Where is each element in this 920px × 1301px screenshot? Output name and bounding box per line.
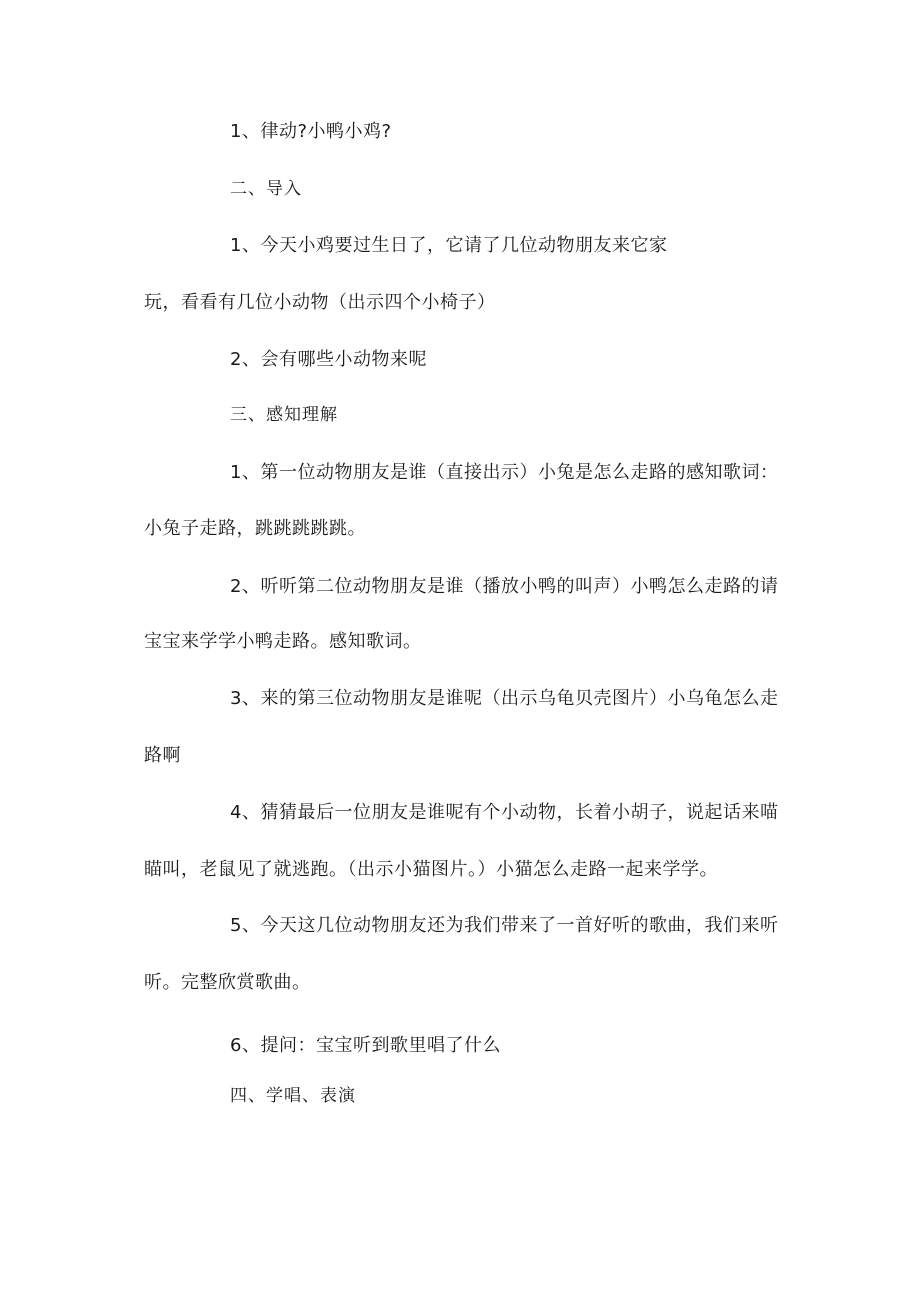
perception-item-3-continuation: 路啊 <box>144 745 181 766</box>
perception-item-5-continuation: 听。完整欣赏歌曲。 <box>144 972 311 993</box>
section-heading-perception: 三、感知理解 <box>230 405 338 425</box>
perception-item-1-continuation: 小兔子走路，跳跳跳跳跳。 <box>144 518 366 539</box>
intro-item-1-continuation: 玩，看看有几位小动物（出示四个小椅子） <box>144 292 496 313</box>
perception-item-5-line: 5、今天这几位动物朋友还为我们带来了一首好听的歌曲，我们来听 <box>230 915 779 936</box>
perception-item-4-line: 4、猜猜最后一位朋友是谁呢有个小动物，长着小胡子，说起话来喵 <box>230 802 779 823</box>
section-heading-intro: 二、导入 <box>230 179 302 199</box>
perception-item-3-line: 3、来的第三位动物朋友是谁呢（出示乌龟贝壳图片）小乌龟怎么走 <box>230 688 779 709</box>
warmup-item-line: 1、律动?小鸭小鸡? <box>230 121 392 142</box>
perception-item-6-line: 6、提问：宝宝听到歌里唱了什么 <box>230 1035 501 1056</box>
perception-item-2-line: 2、听听第二位动物朋友是谁（播放小鸭的叫声）小鸭怎么走路的请 <box>230 576 779 597</box>
perception-item-1-line: 1、第一位动物朋友是谁（直接出示）小兔是怎么走路的感知歌词： <box>230 462 779 483</box>
intro-item-1-line: 1、今天小鸡要过生日了，它请了几位动物朋友来它家 <box>230 235 668 256</box>
section-heading-singing: 四、学唱、表演 <box>230 1086 356 1106</box>
perception-item-2-continuation: 宝宝来学学小鸭走路。感知歌词。 <box>144 631 422 652</box>
intro-item-2-line: 2、会有哪些小动物来呢 <box>230 349 427 370</box>
perception-item-4-continuation: 瞄叫，老鼠见了就逃跑。（出示小猫图片。）小猫怎么走路一起来学学。 <box>144 859 718 880</box>
